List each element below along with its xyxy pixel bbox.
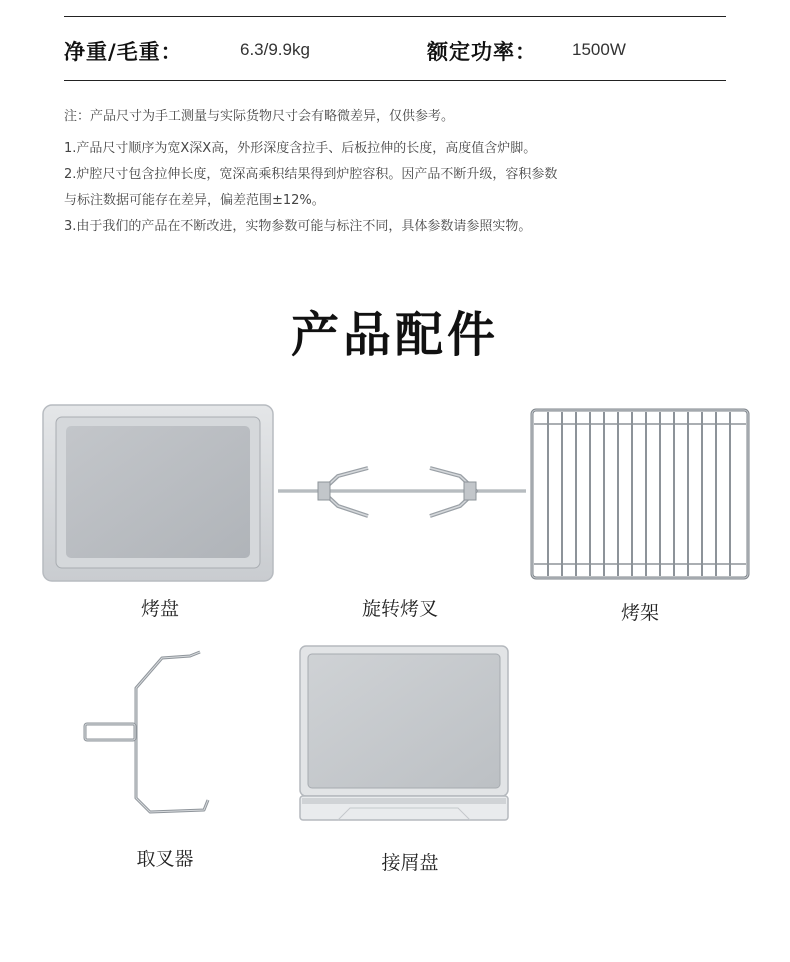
baking-tray-image [42,404,274,582]
rotisserie-spit-image [276,462,528,522]
bottom-divider [64,80,726,81]
power-label: 额定功率： [427,40,537,64]
note-item-1: 1.产品尺寸顺序为宽X深X高，外形深度含拉手、后板拉伸的长度，高度值含炉脚。 [64,141,537,156]
label-baking-tray: 烤盘 [140,598,179,620]
weight-value: 6.3/9.9kg [240,40,310,59]
top-divider [64,16,726,17]
wire-rack-image [530,408,750,580]
label-fork-removal-tool: 取叉器 [136,848,194,870]
notes-block [64,104,734,240]
note-item-3: 3.由于我们的产品在不断改进，实物参数可能与标注不同，具体参数请参照实物。 [64,219,532,234]
fork-removal-tool-image [82,648,214,820]
label-wire-rack: 烤架 [620,602,659,624]
label-crumb-tray: 接屑盘 [381,852,439,874]
power-value: 1500W [572,40,626,59]
weight-label: 净重/毛重： [64,40,183,64]
accessories-title: 产品配件 [290,307,499,363]
crumb-tray-image [298,644,510,824]
note-item-2: 2.炉腔尺寸包含拉伸长度，宽深高乘积结果得到炉腔容积。因产品不断升级，容积参数 [64,167,558,182]
note-disclaimer: 注：产品尺寸为手工测量与实际货物尺寸会有略微差异，仅供参考。 [64,109,455,124]
label-rotisserie-spit: 旋转烤叉 [361,598,438,620]
note-item-2-continued: 与标注数据可能存在差异，偏差范围±12%。 [64,193,325,208]
